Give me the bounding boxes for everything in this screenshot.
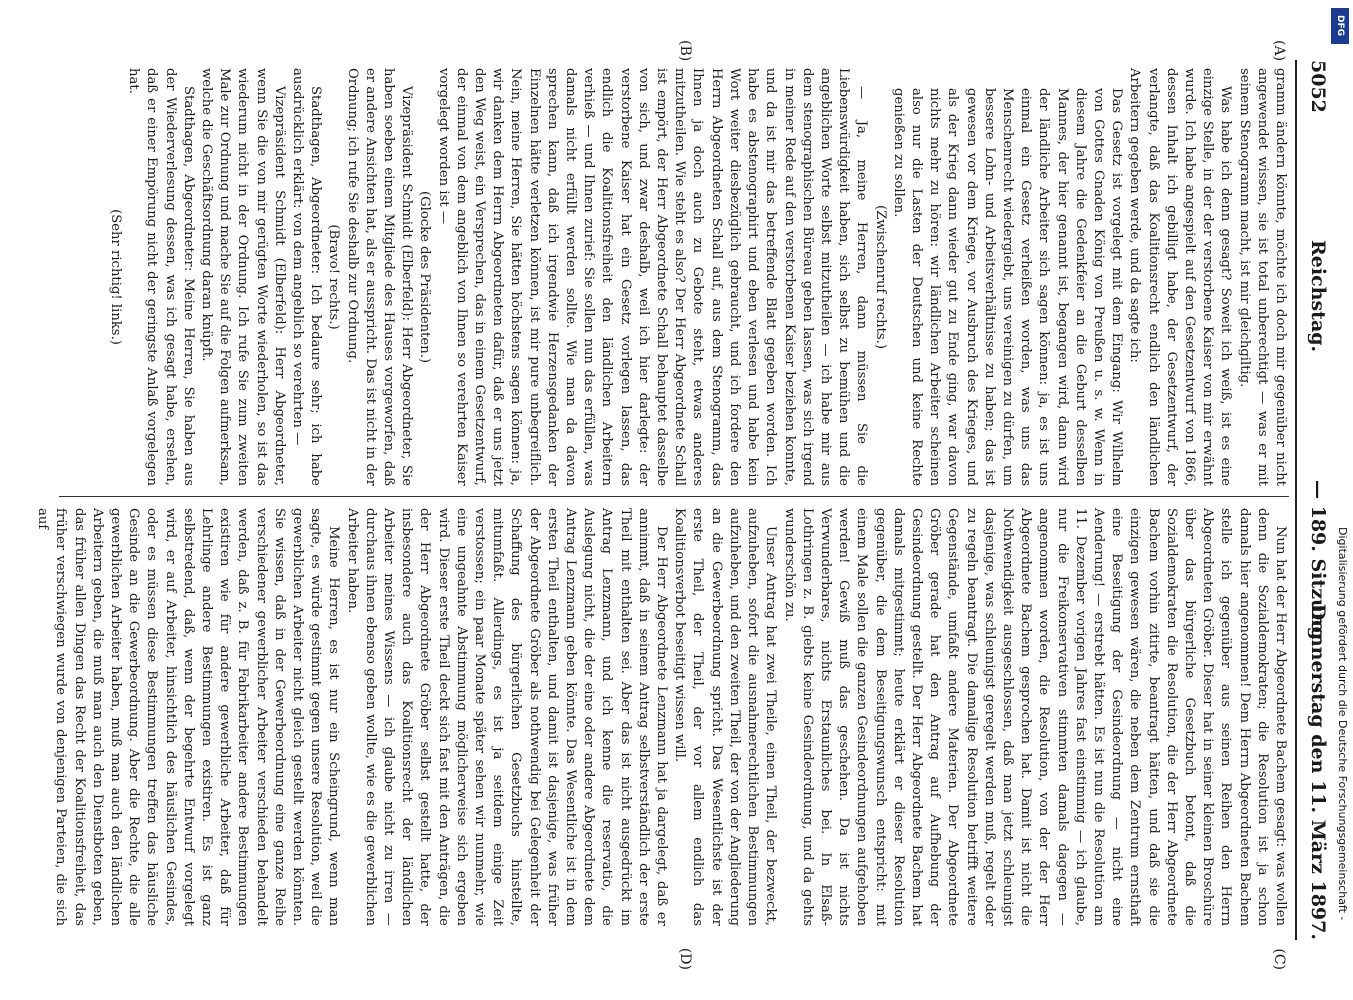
margin-mark-c: (C) — [1271, 948, 1287, 970]
paragraph: Vizepräsident Schmidt (Elberfeld): Herr Abgeordneter, wenn Sie die von mir gerügten Worte wiederholen, so ist das wiederum nicht in der Ordnung. Ich rufe Sie zum zweiten Male zur Ordnung und mache Sie auf die Folgen aufmerksam, welche die Geschäftsordnung daran knüpft. — [199, 68, 287, 486]
paragraph: — Ja, meine Herren, dann müssen Sie die Liebenswürdigkeit haben, sich selbst zu bemühen und die angeblichen Worte selbst mitzutheilen — ich habe mir aus dem stenographischen Büreau geben lassen, was sich irgend in meiner Rede auf den verstorbenen Kaiser beziehen konnte, und da ist mir das betreffende Blatt gegeben worden. Ich habe es abstenographirt und eben verlesen und habe kein Wort weiter diesbezüglich gebraucht, und ich fordere den Herrn Abgeordneten Schall auf, aus dem Stenogramm, das Ihnen ja doch auch zu Gebote steht, etwas anderes mitzutheilen. Wie steht es also? Der Herr Abgeordnete Schall ist empört, der Herr Abgeordnete Schall behauptet dasselbe von sich, und zwar deshalb, weil ich hier darlegte: der verstorbene Kaiser hat ein Gesetz vorlegen lassen, das endlich die Koalitionsfreiheit den ländlichen Arbeitern verhieß — und Ihnen zurief: Sie sollen nun das erfüllen, was damals nicht erfüllt werden sollte. Wie man da davon sprechen kann, daß ich irgendwie Herzensgedanken der Einzelnen hätte verletzen können, ist mir pure unbegreiflich. Nein, meine Herren, Sie hätten höchstens sagen können: ja, wir danken dem Herrn Abgeordneten dafür, daß er uns jetzt den Weg weist, ein Versprechen, das in einem Gesetzentwurf, der einmal von dem angeblich von Ihnen so verehrten Kaiser vorgelegt worden ist — — [435, 68, 870, 486]
interjection: (Bravo! rechts.) — [326, 224, 342, 330]
running-title: Reichstag. — [1307, 240, 1329, 353]
paragraph: Stadthagen, Abgeordneter: Meine Herren, Sie haben aus der Wiederverlesung dessen, was ich gesagt habe, ersehen, daß er einer Empörung nicht der geringste Anlaß vorgelegen hat. — [126, 68, 196, 486]
quoted-passage: Das Gesetz ist vorgelegt mit dem Eingang: Wir Wilhelm von Gottes Gnaden König von Preußen u. s. w. Wenn in diesem Jahre die Gedenkfeier an die Geburt desselben Mannes, der hier genannt ist, begangen wird, dann wird der ländliche Arbeiter sich sagen können: ja, es ist uns einmal ein Gesetz verheißen worden, was uns das Menschenrecht wiedergiebt, uns vereinigen zu dürfen, um bessere Lohn- und Arbeitsverhältnisse zu haben; das ist gewesen vor dem Kriege, vor Ausbruch des Krieges, und als der Krieg dann wieder gut zu Ende ging, war davon nichts mehr zu hören: wir ländlichen Arbeiter scheinen also nur die Lasten der Deutschen und keine Rechte genießen zu sollen. — [890, 88, 1125, 486]
interjection: (Sehr richtig! links.) — [108, 209, 123, 345]
session-label: — 189. Sitzung. — [1307, 480, 1329, 647]
paragraph: Meine Herren, es ist nur ein Scheingrund, wenn man sagte, es würde gestimmt gegen unsere Resolution, weil die gewerblichen Arbeiter nicht gleich gestellt werden könnten. Sie wissen, daß in der Gewerbeordnung eine ganze Reihe verschiedener gewerblicher Arbeiter verschieden behandelt werden, daß z. B. für Fabrikarbeiter andere Bestimmungen existiren wie für andere gewerbliche Arbeiter, daß für Lehrlinge andere Bestimmungen existiren. Es ist ganz selbstredend, daß, wenn der begehrte Entwurf vorgelegt wird, er auf Arbeiter, hinsichtlich des häuslichen Gesindes, oder es müssen diese Bestimmungen treffen das häusliche Gesinde an die Gewerbeordnung. Aber die Rechte, die alle gewerblichen Arbeiter haben, muß man auch den ländlichen Arbeitern geben, die muß man auch den Dienstboten geben, das früher allen Dingen das Recht der Koalitionsfreiheit, das früher verschwiegen wurde von denjenigen Parteien, die sich auf — [35, 508, 342, 926]
margin-mark-b: (B) — [677, 40, 693, 62]
session-date: Donnerstag den 11. März 1897. — [1307, 603, 1329, 940]
left-text-column — [53, 68, 1289, 486]
digitization-note: Digitalisierung gefördert durch die Deutsche Forschungsgemeinschaft - — [1336, 526, 1349, 920]
paragraph: Was habe ich denn gesagt? Soweit ich weiß, ist es eine einzige Stelle, in der der verstorbene Kaiser von mir erwähnt wurde. Ich habe angespielt auf den Gesetzentwurf von 1866, dessen Inhalt ich gebilligt habe, der Gesetzentwurf, der verlangte, daß das Koalitionsrecht endlich den ländlichen Arbeitern gegeben werde, und da sagte ich: — [1127, 68, 1234, 486]
page-number: 5052 — [1307, 60, 1329, 113]
margin-mark-d: (D) — [677, 947, 693, 970]
right-text-column — [35, 508, 1289, 926]
paragraph: Unser Antrag hat zwei Theile, einen Theil, der bezweckt, aufzuheben, sofort die ausnahmerechtlichen Bestimmungen aufzuheben, und den zweiten Theil, der von der Angliederung an die Gewerbeordnung spricht. Das Wesentlichste ist der erste Theil, der Theil, der vor allem endlich das Koalitionsverbot beseitigt wissen will. — [672, 508, 779, 926]
column-divider — [59, 496, 1289, 497]
dfg-logo: DFG — [1331, 8, 1349, 44]
paragraph: Der Herr Abgeordnete Lenzmann hat ja dargelegt, daß er annimmt, daß in seinem Antrag selbstverständlich der erste Theil mit enthalten sei. Aber das ist nicht ausgedrückt im Antrag Lenzmann, und ich kenne die reservatio, die Auslegung nicht, die der eine oder andere Abgeordnete dem Antrag Lenzmann geben könnte. Das Wesentliche ist in dem ersten Theil enthalten, und damit ist dasjenige, was früher der Abgeordnete Gröber als nothwendig bei Gelegenheit der Schaffung des bürgerlichen Gesetzbuchs hinstellte, mitumfaßt. Allerdings, es ist ja seitdem einige Zeit verstossen; ein paar Monate später sehen wir nunmehr, wie eine ungeahnte Abstimmung möglicherweise sich ergeben wird. Dieser erste Theil deckt sich fast mit den Anträgen, die der Herr Abgeordnete Gröber selbst gestellt hatte, der insbesondere auch das Koalitionsrecht der ländlichen Arbeiter meines Wissens — ich glaube nicht zu irren — durchaus ihnen ebenso geben wollte, wie es die gewerblichen Arbeiter haben. — [344, 508, 670, 926]
interjection: (Glocke des Präsidenten.) — [417, 190, 433, 364]
paragraph: Nun hat der Herr Abgeordnete Bachem gesagt: was wollen denn die Sozialdemokraten; die Resolution ist ja schon damals hier angenommen! Dem Herrn Abgeordneten Bachem stelle ich gegenüber aus seinen Reihen den Herrn Abgeordneten Gröber. Dieser hat in seiner kleinen Broschüre über das bürgerliche Gesetzbuch betont, daß die Sozialdemokraten die Resolution, die der Herr Abgeordnete Bachem vorhin zitirte, beantragt hätten, und daß sie die einzigen gewesen wären, die neben dem Zentrum ernsthaft eine Beseitigung der Gesindeordnung — nicht eine Aenderung! — erstrebt hätten. Es ist nun die Resolution am 11. Dezember vorigen Jahres fast einstimmig — ich glaube, nur die Freikonservativen stimmten damals dagegen — angenommen worden, die Resolution, von der der Herr Abgeordnete Bachem gesprochen hat. Damit ist nicht die Nothwendigkeit ausgeschlossen, daß man jetzt schleunigst dasjenige, was schleunigst geregelt werden muß, regelt oder zu regeln beantragt. Die damalige Resolution betrifft weitere Gegenstände, umfaßt andere Materien. Der Abgeordnete Gröber gerade hat den Antrag auf Aufhebung der Gesindeordnung gestellt. Der Herr Abgeordnete Bachem hat damals mitgestimmt; heute erklärt er dieser Resolution gegenüber, die dem Beseitigungswunsch entspricht: mit einem Male sollen die ganzen Gesindeordnungen aufgehoben werden! Gewiß muß das geschehen. Da ist nichts Verwunderbares, nichts Erstaunliches bei. In Elsaß-Lothringen z. B. giebts keine Gesindeordnung, und da gehts wunderschön zu. — [781, 508, 1288, 926]
margin-mark-a: (A) — [1271, 40, 1287, 62]
interjection: (Zwischenruf rechts.) — [872, 204, 888, 350]
header-rule — [1295, 60, 1297, 940]
paragraph: Stadthagen, Abgeordneter: Ich bedaure sehr; ich habe ausdrücklich erklärt: von dem angeblich so verehrten — — [290, 68, 324, 486]
paragraph: Vizepräsident Schmidt (Elberfeld): Herr Abgeordneter, Sie haben soeben einem Mitgliede des Hauses vorgeworfen, daß er andere Ansichten hat, als er ausspricht. Das ist nicht in der Ordnung; ich rufe Sie deshalb zur Ordnung. — [344, 68, 415, 486]
page-header — [1301, 60, 1335, 940]
paragraph: gramm ändern könnte, möchte ich doch mir gegenüber nicht angewendet wissen, sie ist total unberechtigt — was er mit seinem Stenogramm macht, ist mir gleichgiltig. — [1236, 68, 1288, 486]
